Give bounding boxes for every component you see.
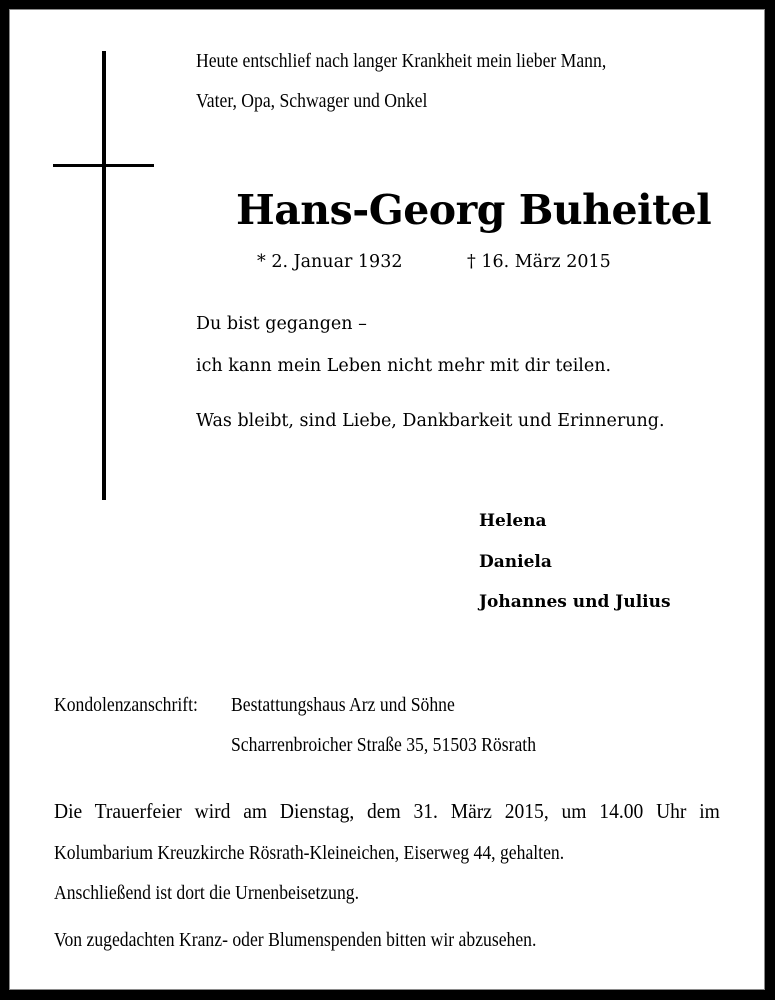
mourner-name: Johannes und Julius	[479, 592, 671, 612]
service-line-2: Kolumbarium Kreuzkirche Rösrath-Kleineichen, Eiserweg 44, gehalten.	[54, 842, 565, 864]
cross-horizontal-bar	[53, 164, 154, 167]
deceased-name: Hans-Georg Buheitel	[236, 186, 712, 234]
verse-line-2: ich kann mein Leben nicht mehr mit dir teilen.	[196, 356, 612, 376]
mourner-name: Helena	[479, 511, 547, 531]
mourner-name: Daniela	[479, 552, 552, 572]
service-line-3: Anschließend ist dort die Urnenbeisetzung.	[54, 882, 360, 904]
condolence-address-line-1: Bestattungshaus Arz und Söhne	[231, 694, 455, 716]
verse-line-1: Du bist gegangen –	[196, 314, 367, 334]
closing-note: Von zugedachten Kranz- oder Blumenspenden bitten wir abzusehen.	[54, 929, 537, 951]
intro-line-2: Vater, Opa, Schwager und Onkel	[196, 90, 428, 112]
service-line-1	[54, 801, 720, 822]
cross-vertical-bar	[102, 51, 106, 500]
condolence-label: Kondolenzanschrift:	[54, 694, 198, 716]
birth-date: * 2. Januar 1932	[257, 252, 403, 272]
service-line-1-text: Die Trauerfeier wird am Dienstag, dem 31. März 2015, um 14.00 Uhr im	[54, 799, 720, 823]
condolence-address-line-2: Scharrenbroicher Straße 35, 51503 Rösrath	[231, 734, 537, 756]
death-date: † 16. März 2015	[467, 252, 611, 272]
intro-line-1: Heute entschlief nach langer Krankheit mein lieber Mann,	[196, 50, 607, 72]
verse-line-3: Was bleibt, sind Liebe, Dankbarkeit und Erinnerung.	[196, 411, 665, 431]
